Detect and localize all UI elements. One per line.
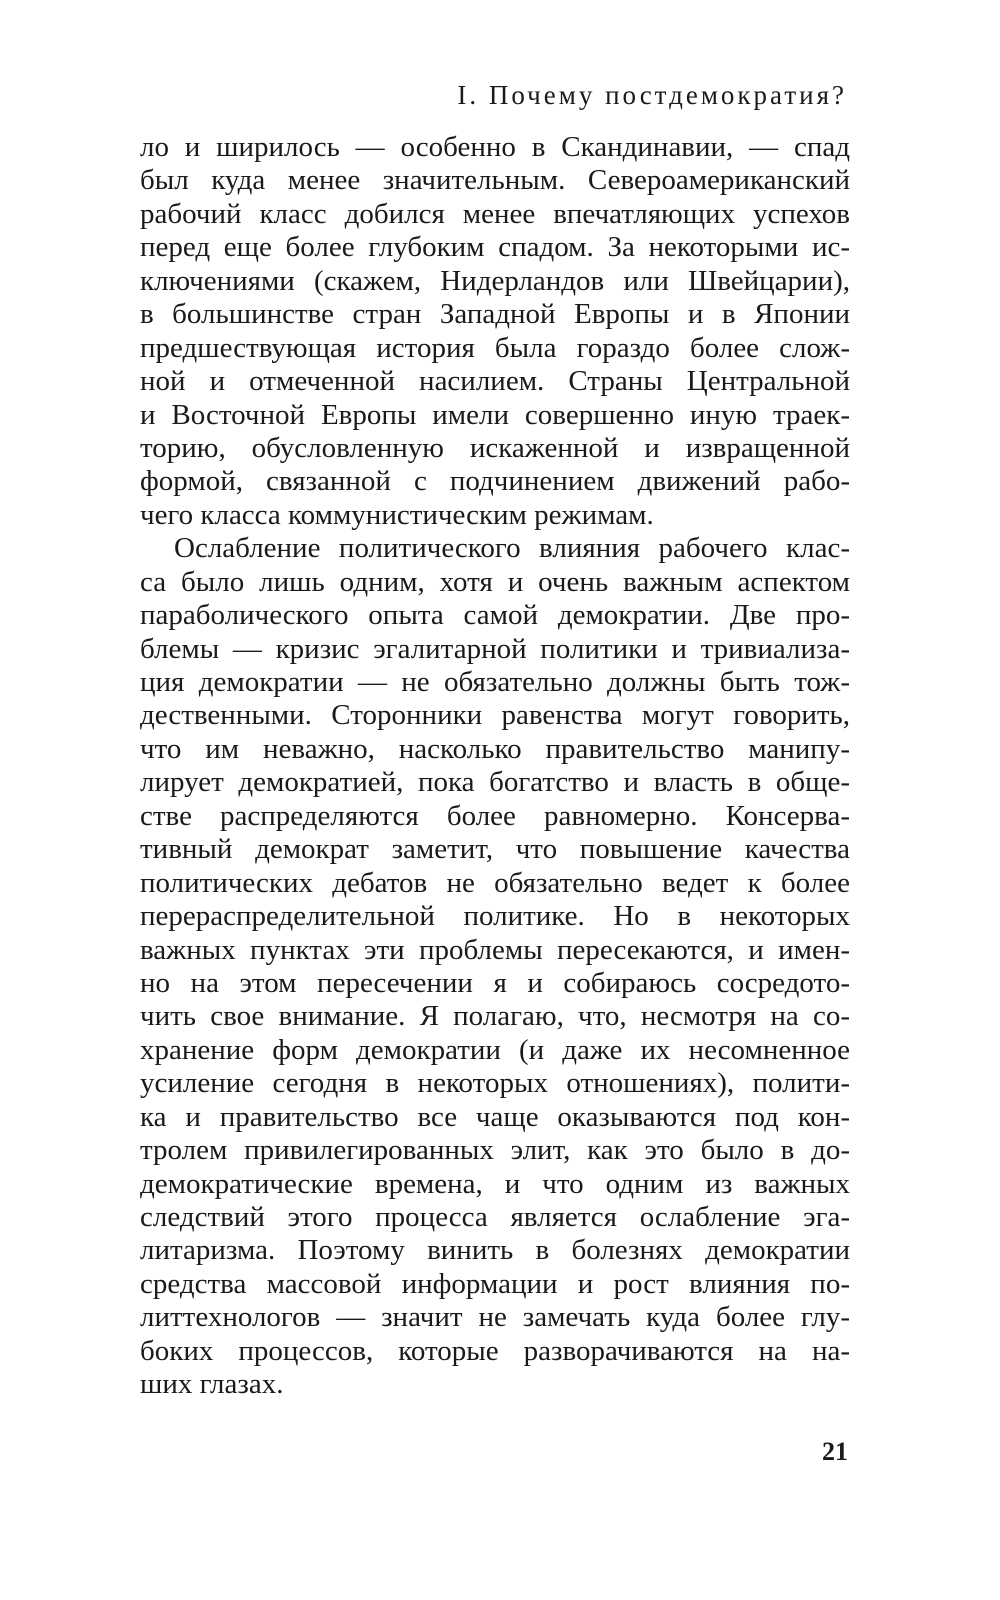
text-line: средства массовой информации и рост влияния по- [140, 1267, 850, 1300]
text-line: ка и правительство все чаще оказываются под кон- [140, 1100, 850, 1133]
text-line: формой, связанной с подчинением движений рабо- [140, 465, 850, 498]
text-line: предшествующая история была гораздо более слож- [140, 331, 850, 364]
text-line: блемы — кризис эгалитарной политики и тривиализа- [140, 632, 850, 665]
text-line: параболического опыта самой демократии. Две про- [140, 599, 850, 632]
text-line: ших глазах. [140, 1368, 284, 1401]
text-line: но на этом пересечении я и собираюсь сосредото- [140, 966, 850, 999]
text-line: ция демократии — не обязательно должны быть тож- [140, 666, 850, 698]
text-line: перераспределительной политике. Но в некоторых [140, 900, 850, 933]
text-line: ло и ширилось — особенно в Скандинавии, — спад [140, 131, 850, 163]
text-line: усиление сегодня в некоторых отношениях), полити- [140, 1067, 850, 1100]
body-text [140, 131, 850, 1402]
text-line: лирует демократией, пока богатство и власть в обще- [140, 766, 850, 799]
text-line: хранение форм демократии (и даже их несомненное [140, 1033, 850, 1066]
paragraph [140, 532, 850, 1401]
text-line: демократические времена, и что одним из важных [140, 1167, 850, 1200]
text-line: и Восточной Европы имели совершенно иную траек- [140, 398, 850, 431]
text-line: чего класса коммунистическим режимам. [140, 498, 654, 531]
text-line: перед еще более глубоким спадом. За некоторыми ис- [140, 231, 850, 264]
text-line: политических дебатов не обязательно ведет к более [140, 866, 850, 899]
text-line: был куда менее значительным. Североамериканский [140, 164, 850, 197]
text-line: ключениями (скажем, Нидерландов или Швейцарии), [140, 264, 850, 297]
text-line: са было лишь одним, хотя и очень важным аспектом [140, 565, 850, 598]
text-line: в большинстве стран Западной Европы и в Японии [140, 298, 850, 331]
running-head: I. Почему постдемократия? [457, 80, 847, 110]
text-line: дественными. Сторонники равенства могут говорить, [140, 699, 850, 732]
text-line: стве распределяются более равномерно. Консерва- [140, 799, 850, 832]
text-line: торию, обусловленную искаженной и извращенной [140, 431, 850, 464]
text-line: чить свое внимание. Я полагаю, что, несмотря на со- [140, 1000, 850, 1033]
text-line: рабочий класс добился менее впечатляющих успехов [140, 197, 850, 230]
text-line: литаризма. Поэтому винить в болезнях демократии [140, 1234, 850, 1267]
text-line: важных пунктах эти проблемы пересекаются, и имен- [140, 933, 850, 966]
text-line: ной и отмеченной насилием. Страны Центральной [140, 365, 850, 398]
text-line: следствий этого процесса является ослабление эга- [140, 1201, 850, 1233]
text-line: тролем привилегированных элит, как это было в до- [140, 1134, 850, 1167]
text-line: тивный демократ заметит, что повышение качества [140, 833, 850, 866]
text-line: боких процессов, которые разворачиваются на на- [140, 1334, 850, 1367]
page-number: 21 [822, 1437, 848, 1466]
paragraph [140, 131, 850, 532]
text-line: Ослабление политического влияния рабочего клас- [174, 532, 850, 565]
text-line: что им неважно, насколько правительство манипу- [140, 732, 850, 765]
text-line: литтехнологов — значит не замечать куда более глу- [140, 1301, 850, 1334]
